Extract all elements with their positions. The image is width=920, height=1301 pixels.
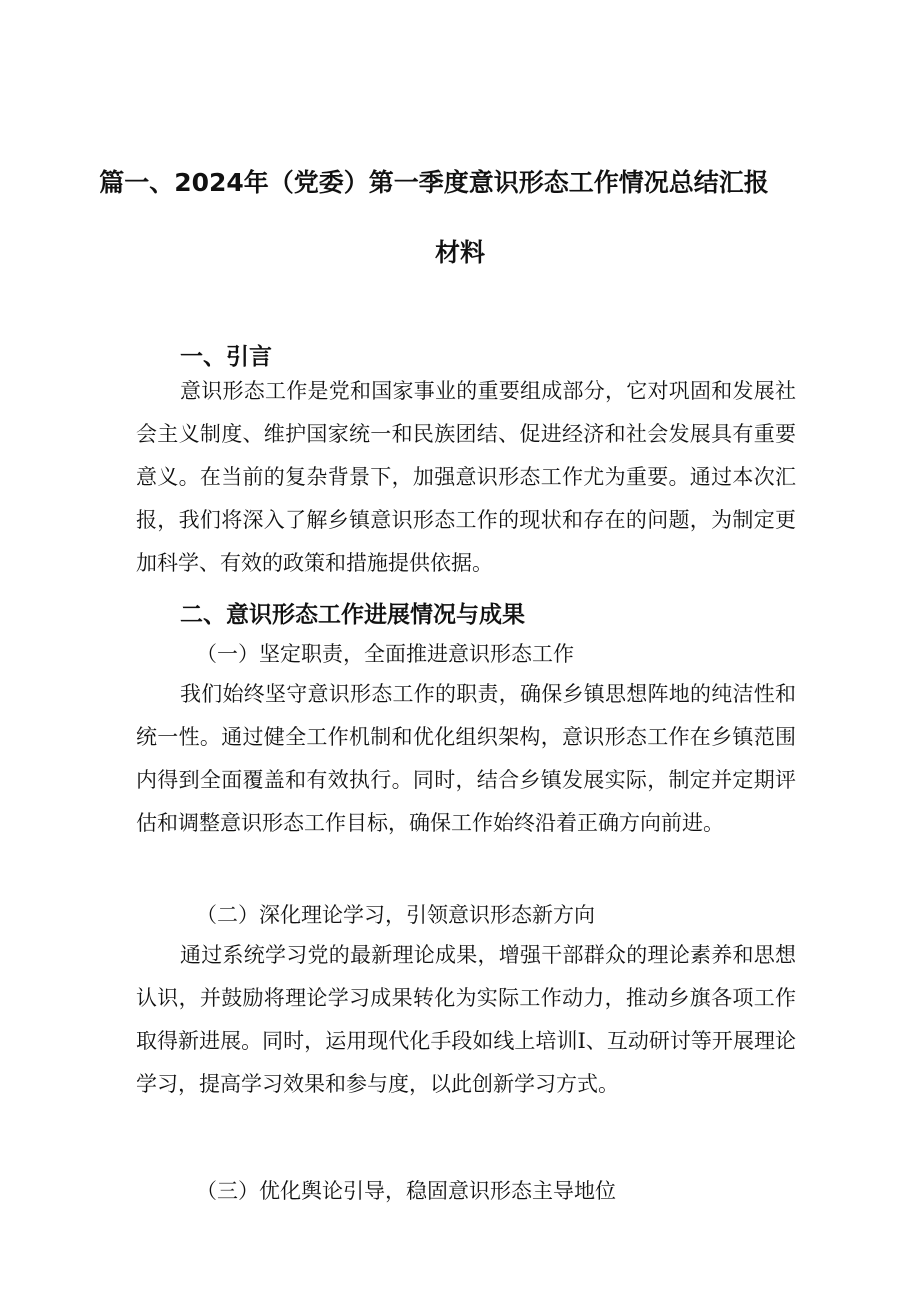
document-title-line-1: 篇一、2024年（党委）第一季度意识形态工作情况总结汇报 xyxy=(99,168,769,197)
subsection-2-heading: （二）深化理论学习，引领意识形态新方向 xyxy=(196,903,595,927)
subsection-1-paragraph: 我们始终坚守意识形态工作的职责，确保乡镇思想阵地的纯洁性和统一性。通过健全工作机制和优化组织架构，意识形态工作在乡镇范围内得到全面覆盖和有效执行。同时，结合乡镇发展实际，制定并定期评估和调整意识形态工作目标，确保工作始终沿着正确方向前进。 xyxy=(136,682,796,835)
document-title-line-2: 材料 xyxy=(434,238,485,267)
subsection-1-heading: （一）坚定职责，全面推进意识形态工作 xyxy=(196,642,574,666)
section-1-heading: 一、引言 xyxy=(180,344,272,370)
section-1-paragraph: 意识形态工作是党和国家事业的重要组成部分，它对巩固和发展社会主义制度、维护国家统一和民族团结、促进经济和社会发展具有重要意义。在当前的复杂背景下，加强意识形态工作尤为重要。通过本次汇报，我们将深入了解乡镇意识形态工作的现状和存在的问题，为制定更加科学、有效的政策和措施提供依据。 xyxy=(136,379,796,575)
subsection-3-heading: （三）优化舆论引导，稳固意识形态主导地位 xyxy=(196,1179,616,1203)
subsection-2-paragraph: 通过系统学习党的最新理论成果，增强干部群众的理论素养和思想认识，并鼓励将理论学习成果转化为实际工作动力，推动乡旗各项工作取得新进展。同时，运用现代化手段如线上培训I、互动研讨等开展理论学习，提高学习效果和参与度，以此创新学习方式。 xyxy=(136,943,796,1096)
section-2-heading: 二、意识形态工作进展情况与成果 xyxy=(180,602,525,628)
